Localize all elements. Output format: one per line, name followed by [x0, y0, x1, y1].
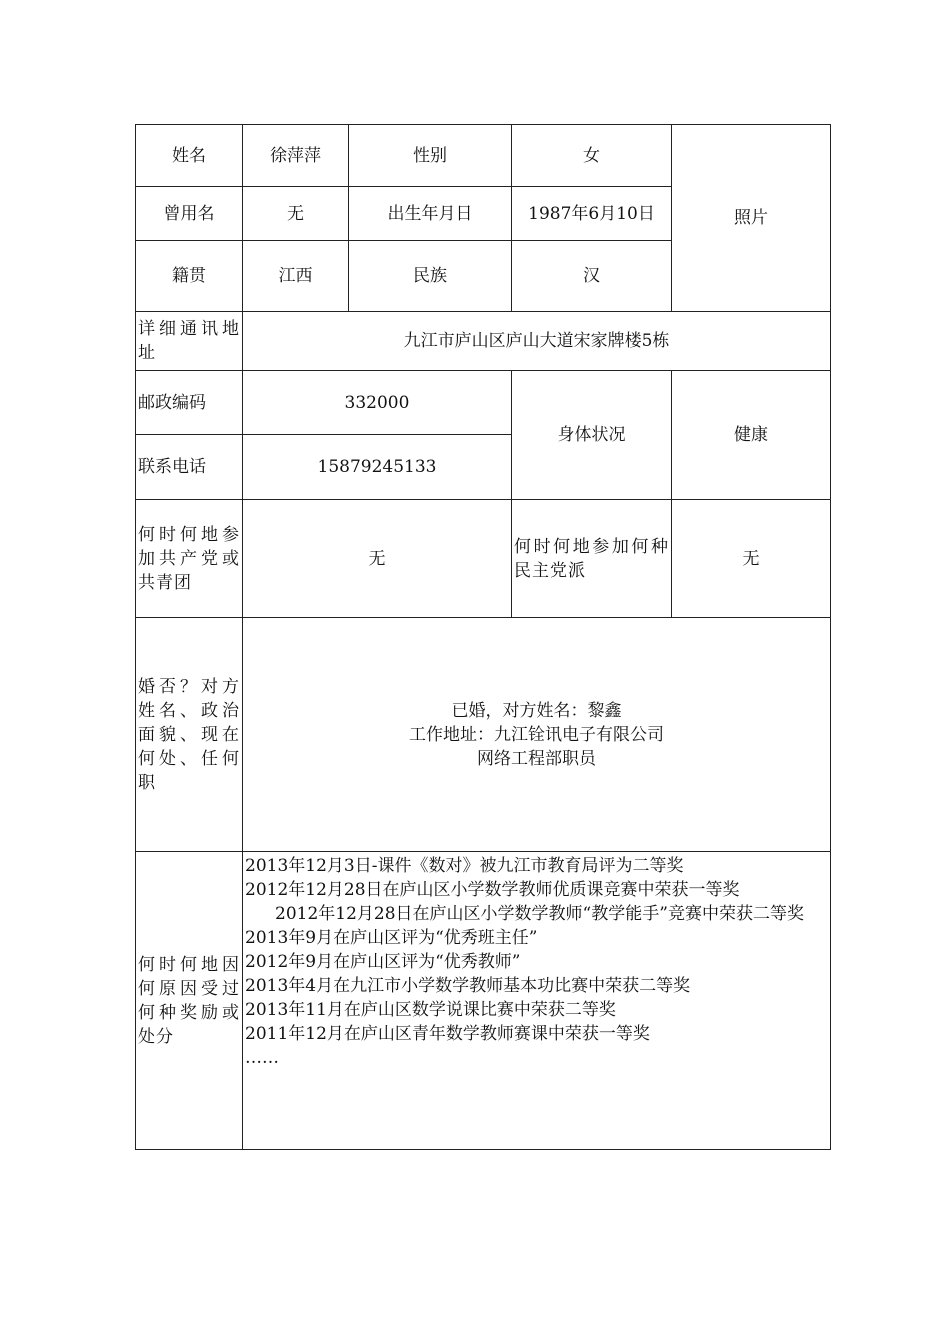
- spouse-line: 已婚，对方姓名：黎鑫: [451, 700, 622, 721]
- value-awards: [243, 852, 831, 1150]
- value-democratic-party: 无: [672, 500, 831, 618]
- award-line: 2013年11月在庐山区数学说课比赛中荣获二等奖: [245, 1000, 616, 1020]
- value-address: 九江市庐山区庐山大道宋家牌楼5栋: [243, 312, 831, 371]
- label-birth-date: 出生年月日: [349, 187, 512, 241]
- value-birth-date: 1987年6月10日: [512, 187, 672, 241]
- label-ethnicity: 民族: [349, 241, 512, 312]
- value-former-name: 无: [243, 187, 349, 241]
- label-health: 身体状况: [512, 371, 672, 500]
- label-former-name: 曾用名: [136, 187, 243, 241]
- value-phone: 15879245133: [243, 435, 512, 500]
- value-native-place: 江西: [243, 241, 349, 312]
- label-awards: 何时何地因何原因受过何种奖励或处分: [136, 852, 243, 1150]
- label-party: 何时何地参加共产党或共青团: [136, 500, 243, 618]
- spouse-line: 工作地址：九江铨讯电子有限公司: [409, 724, 664, 745]
- award-line: 2013年4月在九江市小学数学教师基本功比赛中荣获二等奖: [245, 976, 691, 996]
- value-health: 健康: [672, 371, 831, 500]
- award-line: 2012年12月28日在庐山区小学数学教师优质课竞赛中荣获一等奖: [245, 880, 740, 900]
- award-line: 2013年9月在庐山区评为“优秀班主任”: [245, 928, 538, 948]
- label-marriage: 婚否？对方姓名、政治面貌、现在何处、任何职: [136, 618, 243, 852]
- label-postcode: 邮政编码: [136, 371, 243, 435]
- award-line: ……: [245, 1048, 279, 1068]
- value-marriage: [243, 618, 831, 852]
- label-address: 详细通讯地址: [136, 312, 243, 371]
- value-party: 无: [243, 500, 512, 618]
- award-line: 2013年12月3日-课件《数对》被九江市教育局评为二等奖: [245, 856, 684, 876]
- value-ethnicity: 汉: [512, 241, 672, 312]
- award-line: 2011年12月在庐山区青年数学教师赛课中荣获一等奖: [245, 1024, 650, 1044]
- label-democratic-party: 何时何地参加何种民主党派: [512, 500, 672, 618]
- label-phone: 联系电话: [136, 435, 243, 500]
- label-name: 姓名: [136, 125, 243, 187]
- value-name: 徐萍萍: [243, 125, 349, 187]
- personal-info-form: [135, 124, 831, 1150]
- label-native-place: 籍贯: [136, 241, 243, 312]
- spouse-line: 网络工程部职员: [477, 748, 596, 769]
- label-gender: 性别: [349, 125, 512, 187]
- photo-cell: 照片: [672, 125, 831, 312]
- value-postcode: 332000: [243, 371, 512, 435]
- value-gender: 女: [512, 125, 672, 187]
- award-line: 2012年9月在庐山区评为“优秀教师”: [245, 952, 521, 972]
- award-line: 2012年12月28日在庐山区小学数学教师“教学能手”竞赛中荣获二等奖: [275, 904, 804, 924]
